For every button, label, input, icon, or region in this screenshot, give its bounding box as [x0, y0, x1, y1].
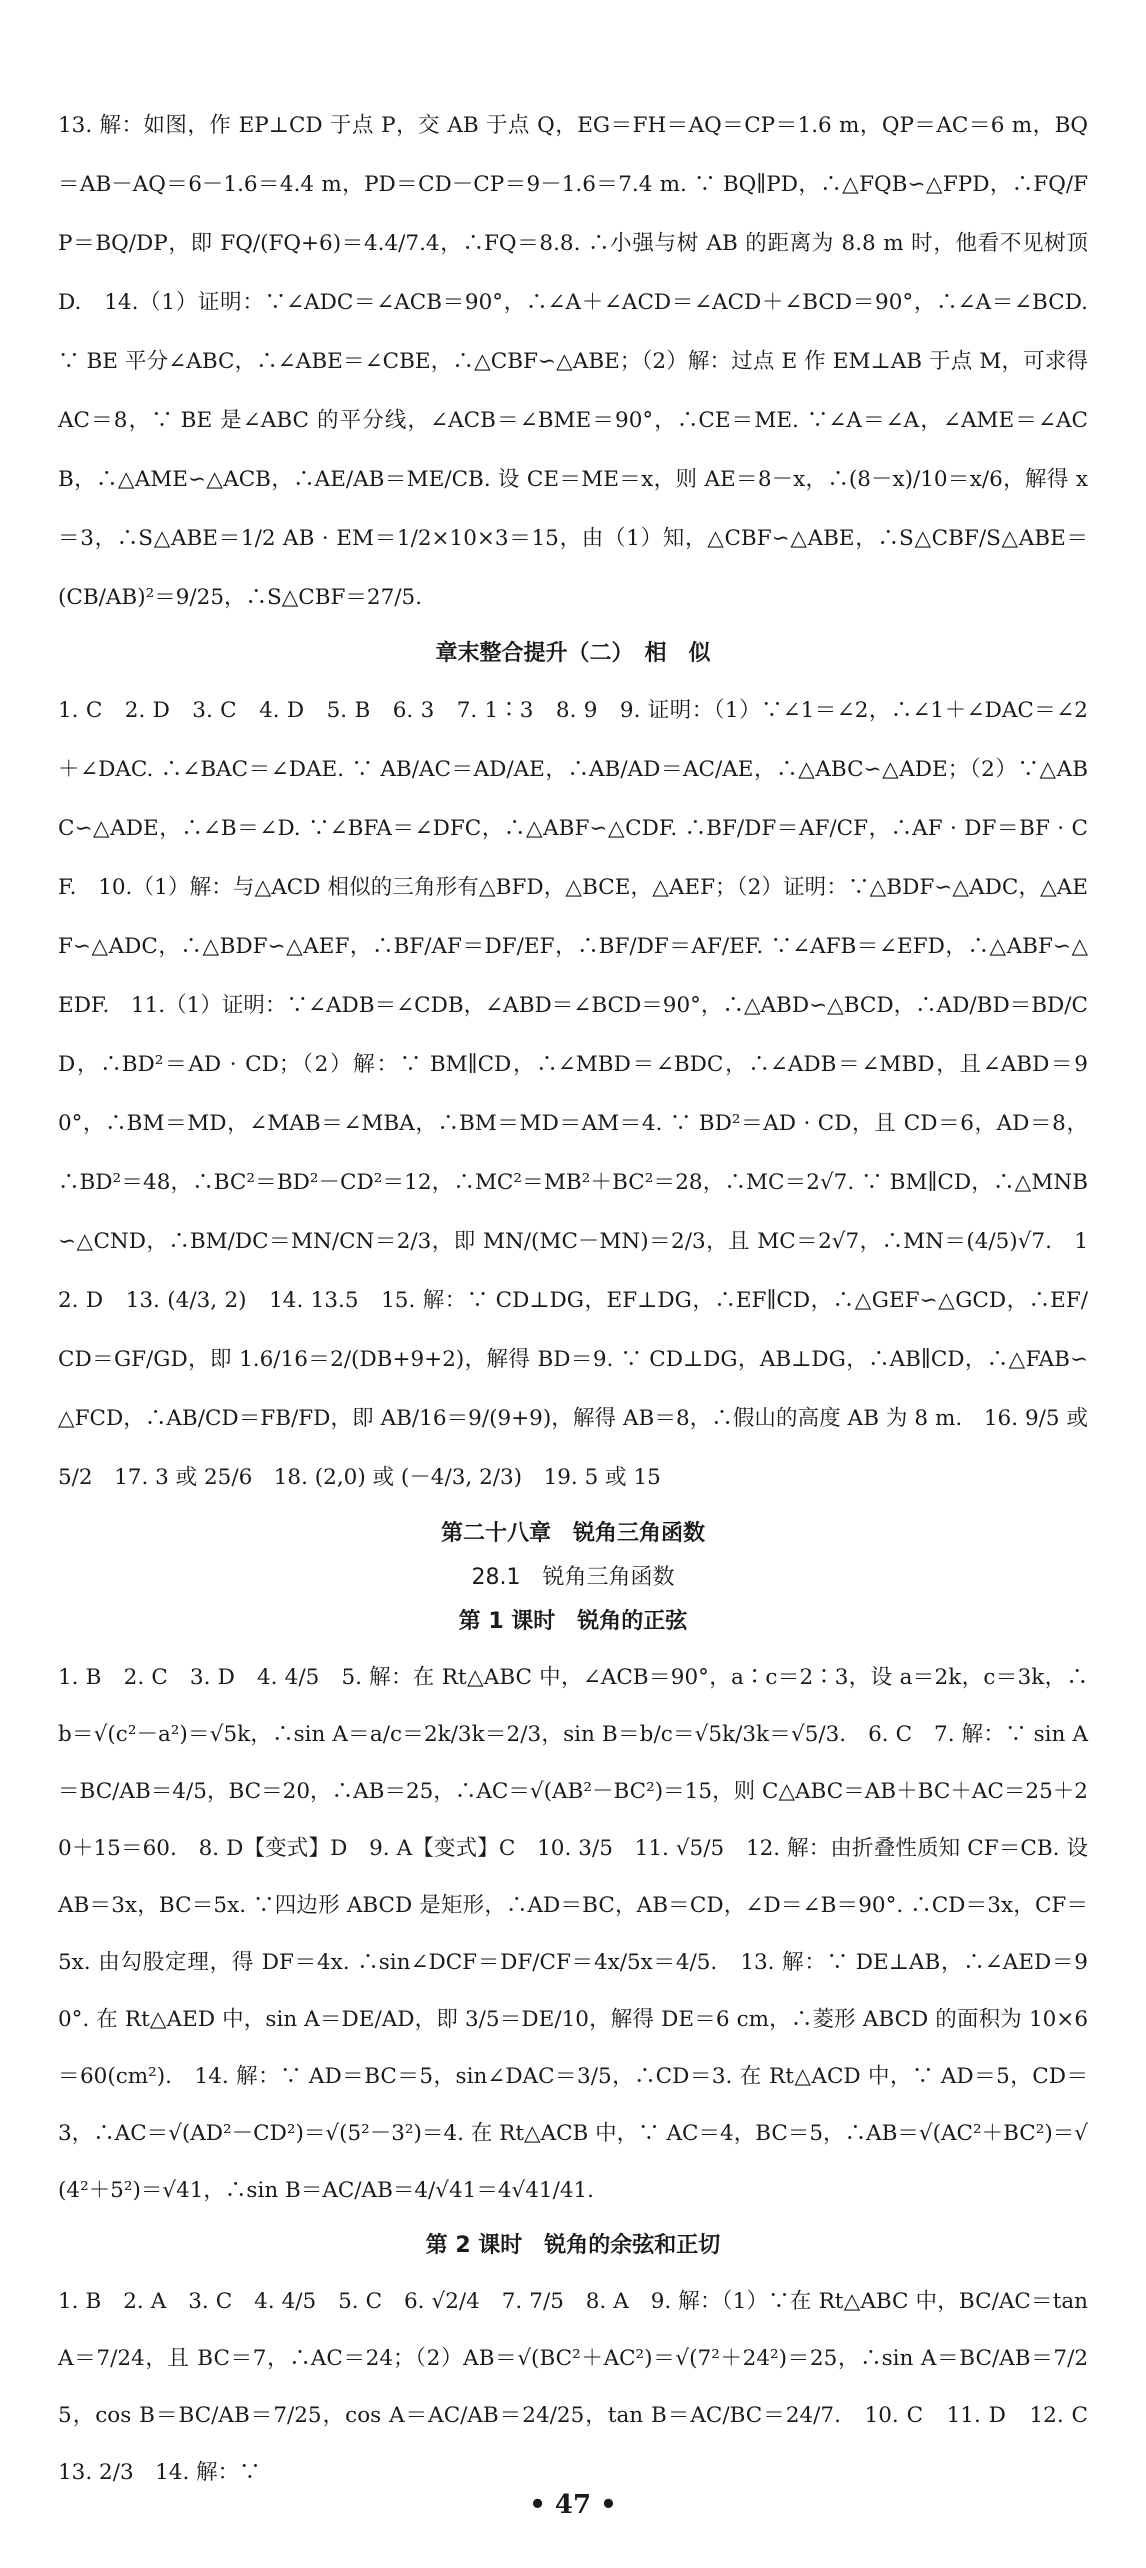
- lesson-heading-1: 第 1 课时 锐角的正弦: [458, 1609, 688, 1634]
- section-heading-28-1: 28.1 锐角三角函数: [471, 1565, 675, 1590]
- answer-paragraph-lesson-1: 1. B 2. C 3. D 4. 4/5 5. 解：在 Rt△ABC 中，∠ACB＝90°，a∶c＝2∶3，设 a＝2k，c＝3k，∴b＝√(c²－a²)＝√5k，∴sin A＝a/c＝2k/3k＝2/3，sin B＝b/c＝√5k/3k＝√5/3. 6. C 7. 解：∵ sin A＝BC/AB＝4/5，BC＝20，∴AB＝25，∴AC＝√(AB²－BC²)＝15，则 C△ABC＝AB＋BC＋AC＝25＋20＋15＝60. 8. D【变式】D 9. A【变式】C 10. 3/5 11. √5/5 12. 解：由折叠性质知 CF＝CB. 设 AB＝3x，BC＝5x. ∵四边形 ABCD 是矩形，∴AD＝BC，AB＝CD，∠D＝∠B＝90°. ∴CD＝3x，CF＝5x. 由勾股定理，得 DF＝4x. ∴sin∠DCF＝DF/CF＝4x/5x＝4/5. 13. 解：∵ DE⊥AB，∴∠AED＝90°. 在 Rt△AED 中，sin A＝DE/AD，即 3/5＝DE/10，解得 DE＝6 cm，∴菱形 ABCD 的面积为 10×6＝60(cm²). 14. 解：∵ AD＝BC＝5，sin∠DAC＝3/5，∴CD＝3. 在 Rt△ACD 中，∵ AD＝5，CD＝3，∴AC＝√(AD²－CD²)＝√(5²－3²)＝4. 在 Rt△ACB 中，∵ AC＝4，BC＝5，∴AB＝√(AC²＋BC²)＝√(4²＋5²)＝√41，∴sin B＝AC/AB＝4/√41＝4√41/41.: [58, 1665, 1088, 2203]
- lesson-heading-2: 第 2 课时 锐角的余弦和正切: [425, 2233, 721, 2258]
- answer-paragraph-13-14: 13. 解：如图，作 EP⊥CD 于点 P，交 AB 于点 Q，EG＝FH＝AQ＝CP＝1.6 m，QP＝AC＝6 m，BQ＝AB－AQ＝6－1.6＝4.4 m，PD＝CD－CP＝9－1.6＝7.4 m. ∵ BQ∥PD，∴△FQB∽△FPD，∴FQ/FP＝BQ/DP，即 FQ/(FQ+6)＝4.4/7.4，∴FQ＝8.8. ∴小强与树 AB 的距离为 8.8 m 时，他看不见树顶 D. 14.（1）证明：∵∠ADC＝∠ACB＝90°，∴∠A＋∠ACD＝∠ACD＋∠BCD＝90°，∴∠A＝∠BCD. ∵ BE 平分∠ABC，∴∠ABE＝∠CBE，∴△CBF∽△ABE；（2）解：过点 E 作 EM⊥AB 于点 M，可求得 AC＝8，∵ BE 是∠ABC 的平分线，∠ACB＝∠BME＝90°，∴CE＝ME. ∵∠A＝∠A，∠AME＝∠ACB，∴△AME∽△ACB，∴AE/AB＝ME/CB. 设 CE＝ME＝x，则 AE＝8－x，∴(8－x)/10＝x/6，解得 x＝3，∴S△ABE＝1/2 AB · EM＝1/2×10×3＝15，由（1）知，△CBF∽△ABE，∴S△CBF/S△ABE＝(CB/AB)²＝9/25，∴S△CBF＝27/5.: [58, 113, 1088, 610]
- answer-paragraph-chapter-review: 1. C 2. D 3. C 4. D 5. B 6. 3 7. 1∶3 8. 9 9. 证明：（1）∵∠1＝∠2，∴∠1＋∠DAC＝∠2＋∠DAC. ∴∠BAC＝∠DAE. ∵ AB/AC＝AD/AE，∴AB/AD＝AC/AE，∴△ABC∽△ADE；（2）∵△ABC∽△ADE，∴∠B＝∠D. ∵∠BFA＝∠DFC，∴△ABF∽△CDF. ∴BF/DF＝AF/CF，∴AF · DF＝BF · CF. 10.（1）解：与△ACD 相似的三角形有△BFD，△BCE，△AEF；（2）证明：∵△BDF∽△ADC，△AEF∽△ADC，∴△BDF∽△AEF，∴BF/AF＝DF/EF，∴BF/DF＝AF/EF. ∵∠AFB＝∠EFD，∴△ABF∽△EDF. 11.（1）证明：∵∠ADB＝∠CDB，∠ABD＝∠BCD＝90°，∴△ABD∽△BCD，∴AD/BD＝BD/CD，∴BD²＝AD · CD；（2）解：∵ BM∥CD，∴∠MBD＝∠BDC，∴∠ADB＝∠MBD，且∠ABD＝90°，∴BM＝MD，∠MAB＝∠MBA，∴BM＝MD＝AM＝4. ∵ BD²＝AD · CD，且 CD＝6，AD＝8，∴BD²＝48，∴BC²＝BD²－CD²＝12，∴MC²＝MB²＋BC²＝28，∴MC＝2√7. ∵ BM∥CD，∴△MNB∽△CND，∴BM/DC＝MN/CN＝2/3，即 MN/(MC－MN)＝2/3，且 MC＝2√7，∴MN＝(4/5)√7. 12. D 13. (4/3, 2) 14. 13.5 15. 解：∵ CD⊥DG，EF⊥DG，∴EF∥CD，∴△GEF∽△GCD，∴EF/CD＝GF/GD，即 1.6/16＝2/(DB+9+2)，解得 BD＝9. ∵ CD⊥DG，AB⊥DG，∴AB∥CD，∴△FAB∽△FCD，∴AB/CD＝FB/FD，即 AB/16＝9/(9+9)，解得 AB＝8，∴假山的高度 AB 为 8 m. 16. 9/5 或 5/2 17. 3 或 25/6 18. (2,0) 或 (－4/3, 2/3) 19. 5 或 15: [58, 698, 1088, 1490]
- chapter-heading-28: 第二十八章 锐角三角函数: [440, 1521, 705, 1546]
- answer-paragraph-lesson-2: 1. B 2. A 3. C 4. 4/5 5. C 6. √2/4 7. 7/5 8. A 9. 解：（1）∵在 Rt△ABC 中，BC/AC＝tan A＝7/24，且 BC＝7，∴AC＝24；（2）AB＝√(BC²＋AC²)＝√(7²＋24²)＝25，∴sin A＝BC/AB＝7/25，cos B＝BC/AB＝7/25，cos A＝AC/AB＝24/25，tan B＝AC/BC＝24/7. 10. C 11. D 12. C 13. 2/3 14. 解：∵: [58, 2289, 1110, 2485]
- page-number: • 47 •: [529, 2490, 617, 2520]
- section-heading-chapter-review: 章末整合提升（二） 相 似: [435, 641, 711, 666]
